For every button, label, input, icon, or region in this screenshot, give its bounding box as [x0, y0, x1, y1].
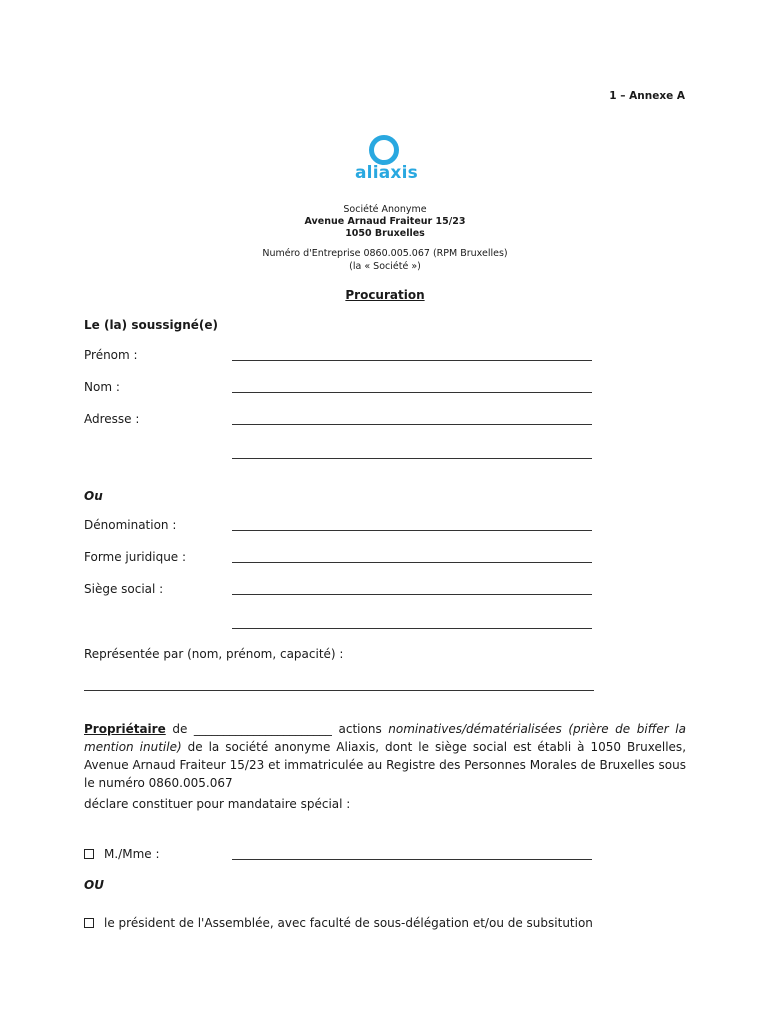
first-name-label: Prénom : [84, 348, 138, 362]
registered-office-field-2[interactable] [232, 628, 592, 629]
president-label: le président de l'Assemblée, avec faculté de sous-délégation et/ou de subsitution [104, 916, 593, 930]
last-name-field[interactable] [232, 392, 592, 393]
mr-mrs-field[interactable] [232, 859, 592, 860]
registered-office-label: Siège social : [84, 582, 164, 596]
owner-italic-note: nominatives/dématérialisées (prière de biffer la mention inutile) [84, 722, 686, 754]
denomination-label: Dénomination : [84, 518, 177, 532]
address-field-1[interactable] [232, 424, 592, 425]
owner-actions: actions [331, 722, 389, 736]
owner-label: Propriétaire [84, 722, 166, 736]
or-separator-1: Ou [84, 489, 103, 503]
address-label: Adresse : [84, 412, 140, 426]
represented-by-field[interactable] [84, 690, 594, 691]
first-name-field[interactable] [232, 360, 592, 361]
company-registration: Numéro d'Entreprise 0860.005.067 (RPM Bruxelles) [262, 248, 508, 259]
shares-count-field[interactable]: _______________________ [193, 722, 332, 736]
represented-by-label: Représentée par (nom, prénom, capacité) : [84, 647, 344, 661]
president-checkbox[interactable] [84, 918, 94, 928]
section-undersigned: Le (la) soussigné(e) [84, 318, 219, 332]
company-alias: (la « Société ») [349, 261, 421, 272]
denomination-field[interactable] [232, 530, 592, 531]
legal-form-label: Forme juridique : [84, 550, 187, 564]
document-title: Procuration [345, 288, 425, 302]
declares-text: déclare constituer pour mandataire spécial : [84, 797, 351, 811]
logo-text: aliaxis [355, 163, 418, 183]
annex-label: 1 – Annexe A [609, 90, 685, 102]
registered-office-field-1[interactable] [232, 594, 592, 595]
company-address-line2: 1050 Bruxelles [345, 228, 425, 239]
owner-paragraph [84, 720, 686, 792]
mr-mrs-checkbox[interactable] [84, 849, 94, 859]
owner-rest: de la société anonyme Aliaxis, dont le siège social est établi à 1050 Bruxelles, Avenue Arnaud Fraiteur 15/23 et immatriculée au Registre des Personnes Morales de Bruxelles sous le numéro 0860.005.067 [84, 740, 687, 790]
company-form: Société Anonyme [343, 204, 427, 215]
company-logo [355, 135, 417, 187]
company-address-line1: Avenue Arnaud Fraiteur 15/23 [304, 216, 466, 227]
option-president [84, 916, 684, 930]
address-field-2[interactable] [232, 458, 592, 459]
owner-of: de [165, 722, 194, 736]
last-name-label: Nom : [84, 380, 120, 394]
or-separator-2: OU [84, 878, 104, 892]
mr-mrs-label: M./Mme : [104, 847, 160, 861]
legal-form-field[interactable] [232, 562, 592, 563]
option-mr-mrs [84, 847, 160, 861]
logo-ring-icon [369, 135, 399, 165]
